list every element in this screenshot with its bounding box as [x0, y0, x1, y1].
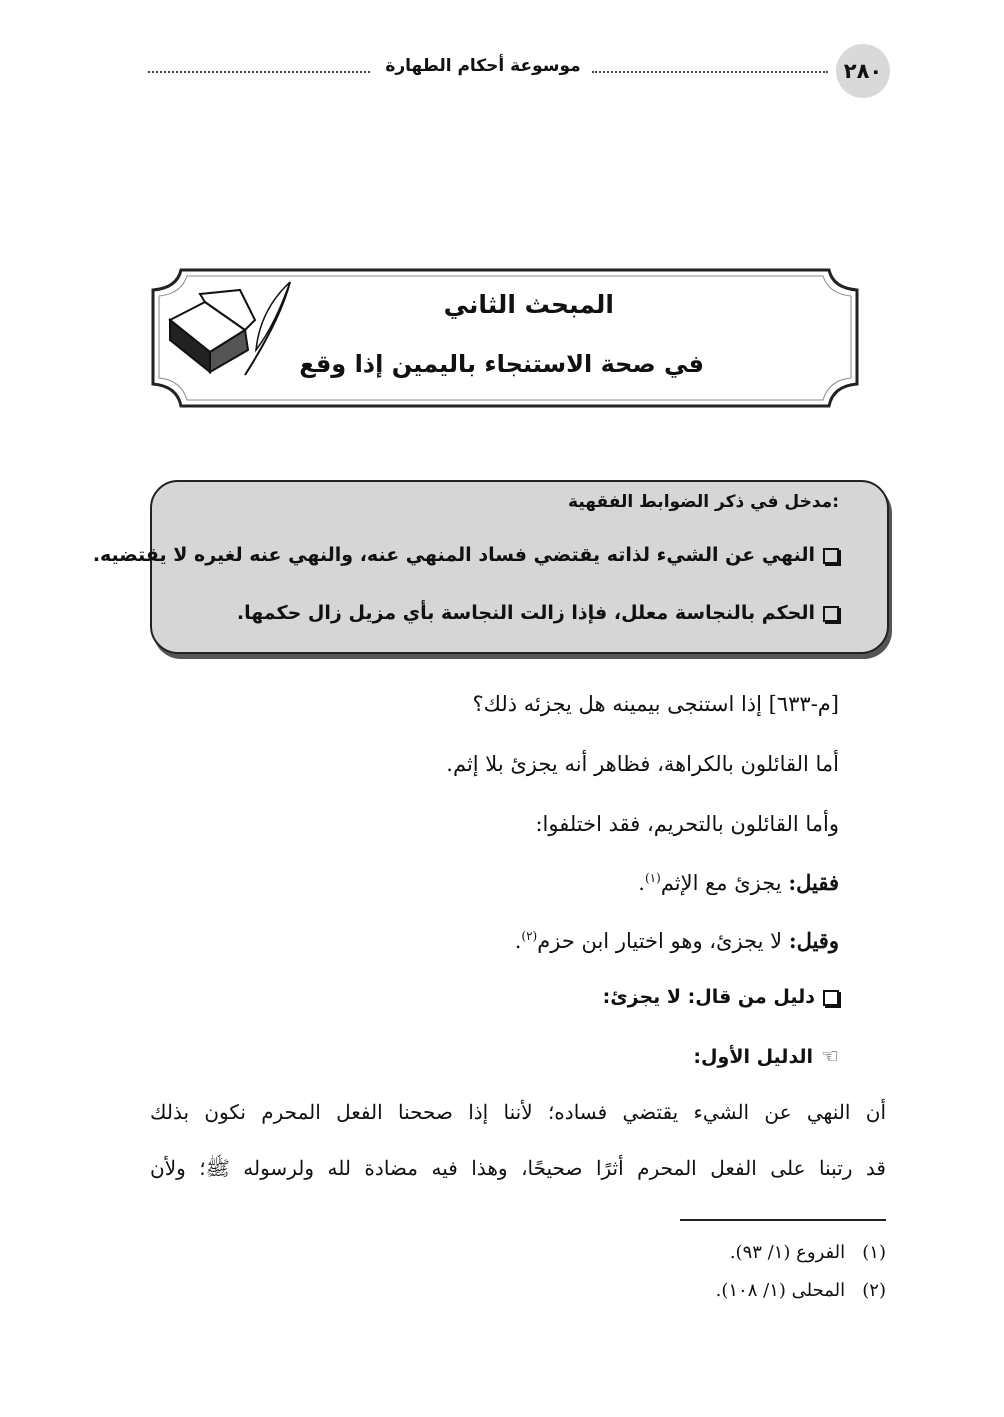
evidence-heading: دليل من قال: لا يجزئ: [149, 986, 839, 1008]
chapter-subtitle: في صحة الاستنجاء باليمين إذا وقع [299, 350, 704, 378]
footnote: (٢) المحلى (١/ ١٠٨). [715, 1280, 886, 1301]
footnote-ref[interactable]: (٢) [521, 929, 538, 943]
first-evidence-heading: ☜الدليل الأول: [693, 1044, 839, 1068]
rule-item: النهي عن الشيء لذاته يقتضي فساد المنهي عنه، والنهي عنه لغيره لا يقتضيه. [149, 544, 839, 566]
footnote: (١) الفروع (١/ ٩٣). [729, 1242, 886, 1263]
square-bullet-icon [823, 606, 839, 622]
footnote-ref[interactable]: (١) [644, 871, 661, 885]
chapter-title: المبحث الثاني [443, 290, 614, 319]
paragraph-line: أن النهي عن الشيء يقتضي فساده؛ لأننا إذا صححنا الفعل المحرم نكون بذلك [150, 1100, 886, 1124]
footnote-separator [680, 1219, 886, 1221]
header-dots-right [592, 71, 828, 73]
pointing-hand-icon: ☜ [821, 1044, 839, 1068]
opinion-line: فقيل: يجزئ مع الإثم$^{(١)}$. [638, 870, 839, 895]
page-number: ٢٨٠ [836, 44, 890, 98]
opinion-line: وقيل: لا يجزئ، وهو اختيار ابن حزم$^{(٢)}$. [514, 928, 839, 953]
rule-item: الحكم بالنجاسة معلل، فإذا زالت النجاسة بأي مزيل زال حكمها. [149, 602, 839, 624]
square-bullet-icon [823, 548, 839, 564]
rules-heading: مدخل في ذكر الضوابط الفقهية: [568, 492, 839, 512]
paragraph: أما القائلون بالكراهة، فظاهر أنه يجزئ بلا إثم. [446, 752, 839, 776]
book-title: موسوعة أحكام الطهارة [385, 56, 581, 76]
paragraph: وأما القائلون بالتحريم، فقد اختلفوا: [535, 812, 839, 836]
question-line: [م-٦٣٣] إذا استنجى بيمينه هل يجزئه ذلك؟ [472, 692, 839, 716]
square-bullet-icon [823, 990, 839, 1006]
header-dots-left [148, 71, 370, 73]
paragraph-line: قد رتبنا على الفعل المحرم أثرًا صحيحًا، وهذا فيه مضادة لله ولرسوله ﷺ؛ ولأن [150, 1156, 886, 1180]
